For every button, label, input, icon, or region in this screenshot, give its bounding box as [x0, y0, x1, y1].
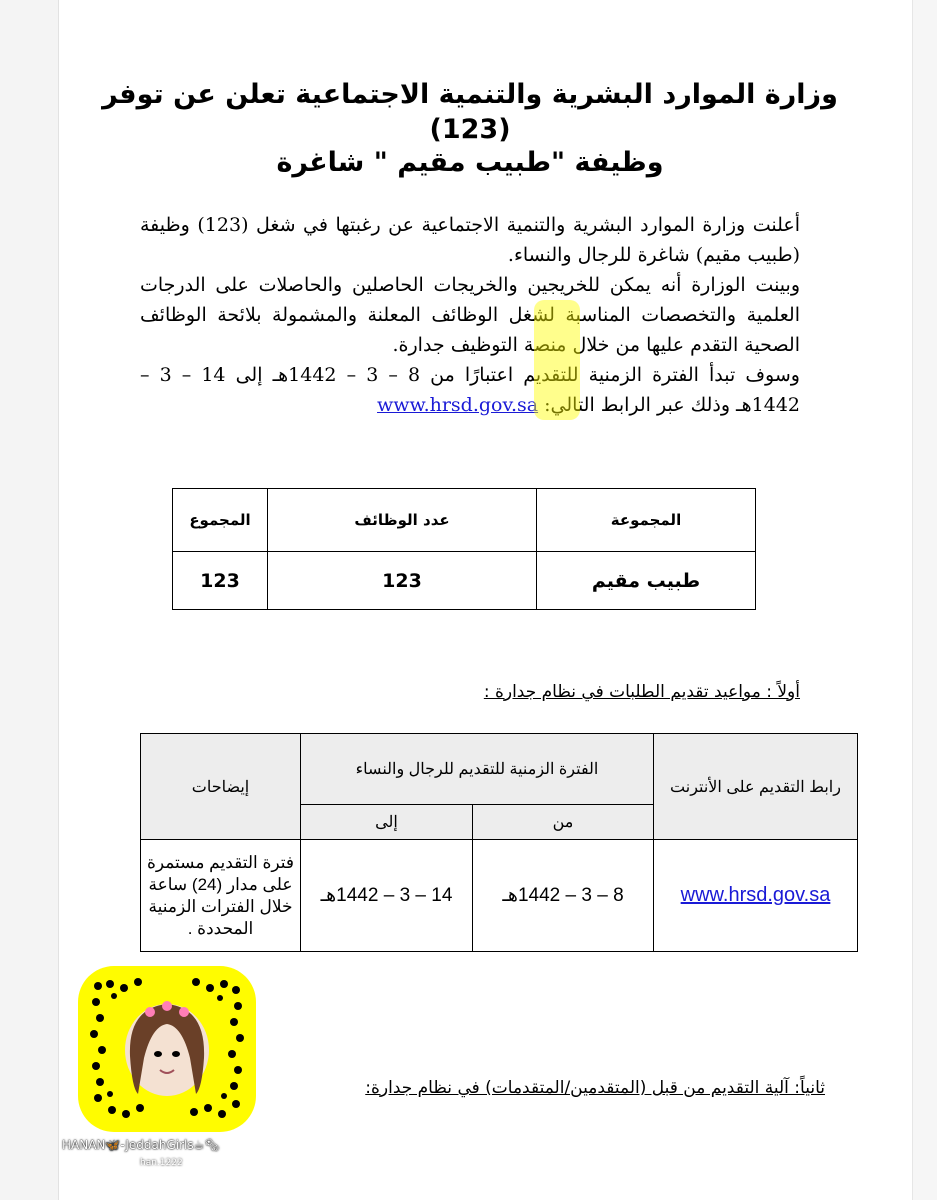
- paragraph-1: أعلنت وزارة الموارد البشرية والتنمية الاجتماعية عن رغبتها في شغل (123) وظيفة (طبيب مقيم) شاغرة للرجال والنساء.: [140, 214, 801, 266]
- header-notes: إيضاحات: [141, 734, 301, 840]
- snapchat-caption: HANAN🦋-JeddahGirls☕🗞: [62, 1138, 220, 1152]
- application-schedule-table: [140, 733, 858, 952]
- schedule-header-row: [141, 734, 858, 805]
- paragraph-3: [140, 360, 800, 420]
- notes-cell: فترة التقديم مستمرة على مدار (24) ساعة خلال الفترات الزمنية المحددة .: [141, 840, 301, 952]
- cell-group: طبيب مقيم: [537, 552, 756, 610]
- subheader-to: إلى: [301, 805, 473, 840]
- title-line-1: وزارة الموارد البشرية والتنمية الاجتماعية تعلن عن توفر: [102, 79, 838, 110]
- snapcode-sticker: [78, 966, 256, 1132]
- header-total: المجموع: [173, 489, 268, 552]
- apply-link[interactable]: www.hrsd.gov.sa: [654, 840, 858, 952]
- title-line-3: وظيفة "طبيب مقيم " شاغرة: [276, 147, 664, 178]
- header-apply-link: رابط التقديم على الأنترنت: [654, 734, 858, 840]
- right-page-edge: [912, 0, 937, 1200]
- cell-total: 123: [173, 552, 268, 610]
- jobs-summary-table: [172, 488, 756, 610]
- paragraph-3-text: وسوف تبدأ الفترة الزمنية للتقديم اعتبارًا من 8 – 3 – 1442هـ إلى 14 – 3 – 1442هـ وذلك عبر الرابط التالي:: [140, 364, 800, 416]
- date-to: 14 – 3 – 1442هـ: [301, 840, 473, 952]
- left-page-edge: [0, 0, 59, 1200]
- header-period: الفترة الزمنية للتقديم للرجال والنساء: [301, 734, 654, 805]
- date-from: 8 – 3 – 1442هـ: [473, 840, 654, 952]
- table-row: [141, 840, 858, 952]
- table-row: [173, 552, 756, 610]
- snapchat-username: han.1222: [140, 1158, 183, 1168]
- hrsd-link[interactable]: www.hrsd.gov.sa: [377, 394, 539, 416]
- title-line-2: (123): [429, 114, 511, 145]
- section-2-heading: ثانياً: آلية التقديم من قبل (المتقدمين/المتقدمات) في نظام جدارة:: [365, 1078, 825, 1098]
- announcement-body: [140, 210, 800, 420]
- header-group: المجموعة: [537, 489, 756, 552]
- section-1-heading: أولاً : مواعيد تقديم الطلبات في نظام جدارة :: [483, 682, 800, 702]
- snapcode-dots: [78, 966, 256, 1132]
- header-job-count: عدد الوظائف: [268, 489, 537, 552]
- subheader-from: من: [473, 805, 654, 840]
- cell-job-count: 123: [268, 552, 537, 610]
- paragraph-2: وبينت الوزارة أنه يمكن للخريجين والخريجات الحاصلين والحاصلات على الدرجات العلمية والتخصصات المناسبة لشغل الوظائف المعلنة والمشمولة بلائحة الوظائف الصحية التقدم عليها من خلال منصة التوظيف جدارة.: [140, 274, 800, 356]
- table-header-row: [173, 489, 756, 552]
- snapcode-sticker-small: [534, 300, 580, 420]
